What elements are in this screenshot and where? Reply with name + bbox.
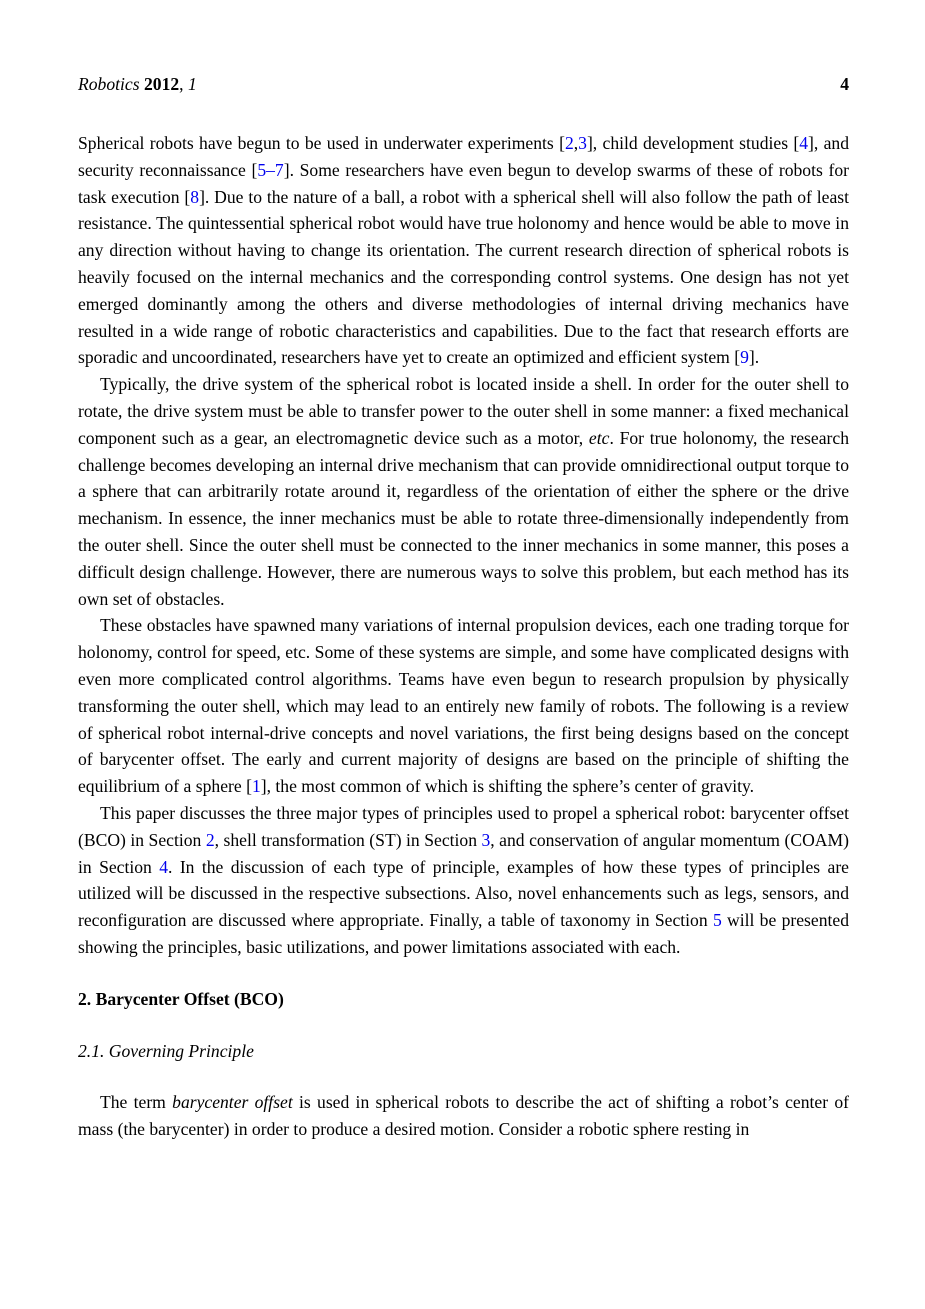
section-heading: 2. Barycenter Offset (BCO) (78, 988, 284, 1009)
journal-citation: Robotics 2012, 1 (78, 74, 197, 94)
citation-link[interactable]: 9 (740, 347, 749, 368)
section-link[interactable]: 4 (159, 856, 169, 877)
section-link[interactable]: 3 (481, 829, 491, 850)
paragraph-4: This paper discusses the three major types of principles used to propel a spherical robot: barycenter offset (BCO) in Section 2, shell transformation (ST) in Section 3, and conservation of angular momentum (COAM) in Section 4. In the discussion of each type of principle, examples of how these types of principles are utilized will be discussed in the respective subsections. Also, novel enhancements such as legs, sensors, and reconfiguration are discussed where appropriate. Finally, a table of taxonomy in Section 5 will be presented showing the principles, basic utilizations, and power limitations associated with each. (78, 802, 849, 957)
citation-link[interactable]: 8 (190, 186, 200, 207)
citation-link[interactable]: 3 (578, 133, 587, 153)
body-text (78, 130, 849, 1143)
subsection-heading: 2.1. Governing Principle (78, 1040, 254, 1061)
citation-link[interactable]: 1 (251, 776, 261, 797)
running-header (78, 74, 849, 95)
section-link[interactable]: 5 (712, 910, 722, 931)
citation-link[interactable]: 4 (799, 133, 809, 153)
paragraph-5: The term barycenter offset is used in spherical robots to describe the act of shifting a robot’s center of mass (the barycenter) in order to produce a desired motion. Consider a robotic sphere resting in (78, 1092, 850, 1140)
citation-link[interactable]: 5–7 (257, 159, 284, 180)
paragraph-1: Spherical robots have begun to be used in underwater experiments [2,3], child development studies [4], and security reconnaissance [5–7]. Some researchers have even begun to develop swarms of these of robots for task execution [8]. Due to the nature of a ball, a robot with a spherical shell will also follow the path of least resistance. The quintessential spherical robot would have true holonomy and hence would be able to move in any direction without having to change its orientation. The current research direction of spherical robots is heavily focused on the internal mechanics and the corresponding control systems. One design has not yet emerged dominantly among the others and diverse methodologies of internal driving mechanics have resulted in a wide range of robotic characteristics and capabilities. Due to the fact that research efforts are sporadic and uncoordinated, researchers have yet to create an optimized and efficient system [9]. (78, 133, 849, 368)
paragraph-2: Typically, the drive system of the spherical robot is located inside a shell. In order for the outer shell to rotate, the drive system must be able to transfer power to the outer shell in some manner: a fixed mechanical component such as a gear, an electromagnetic device such as a motor, etc. For true holonomy, the research challenge becomes developing an internal drive mechanism that can provide omnidirectional output torque to a sphere that can arbitrarily rotate around it, regardless of the orientation of either the sphere or the drive mechanism. In essence, the inner mechanics must be able to rotate three-dimensionally independently from the outer shell. Since the outer shell must be connected to the inner mechanics in some manner, this poses a difficult design challenge. However, there are numerous ways to solve this problem, but each method has its own set of obstacles. (78, 374, 849, 609)
paragraph-3: These obstacles have spawned many variations of internal propulsion devices, each one trading torque for holonomy, control for speed, etc. Some of these systems are simple, and some have complicated designs with even more complicated control algorithms. Teams have even begun to research propulsion by physically transforming the outer shell, which may lead to an entirely new family of robots. The following is a review of spherical robot internal-drive concepts and novel variations, the first being designs based on the concept of barycenter offset. The early and current majority of designs are based on the principle of shifting the equilibrium of a sphere [1], the most common of which is shifting the sphere’s center of gravity. (78, 615, 849, 797)
citation-link[interactable]: 2 (564, 133, 574, 153)
page-number: 4 (840, 74, 849, 94)
section-link[interactable]: 2 (205, 829, 215, 850)
